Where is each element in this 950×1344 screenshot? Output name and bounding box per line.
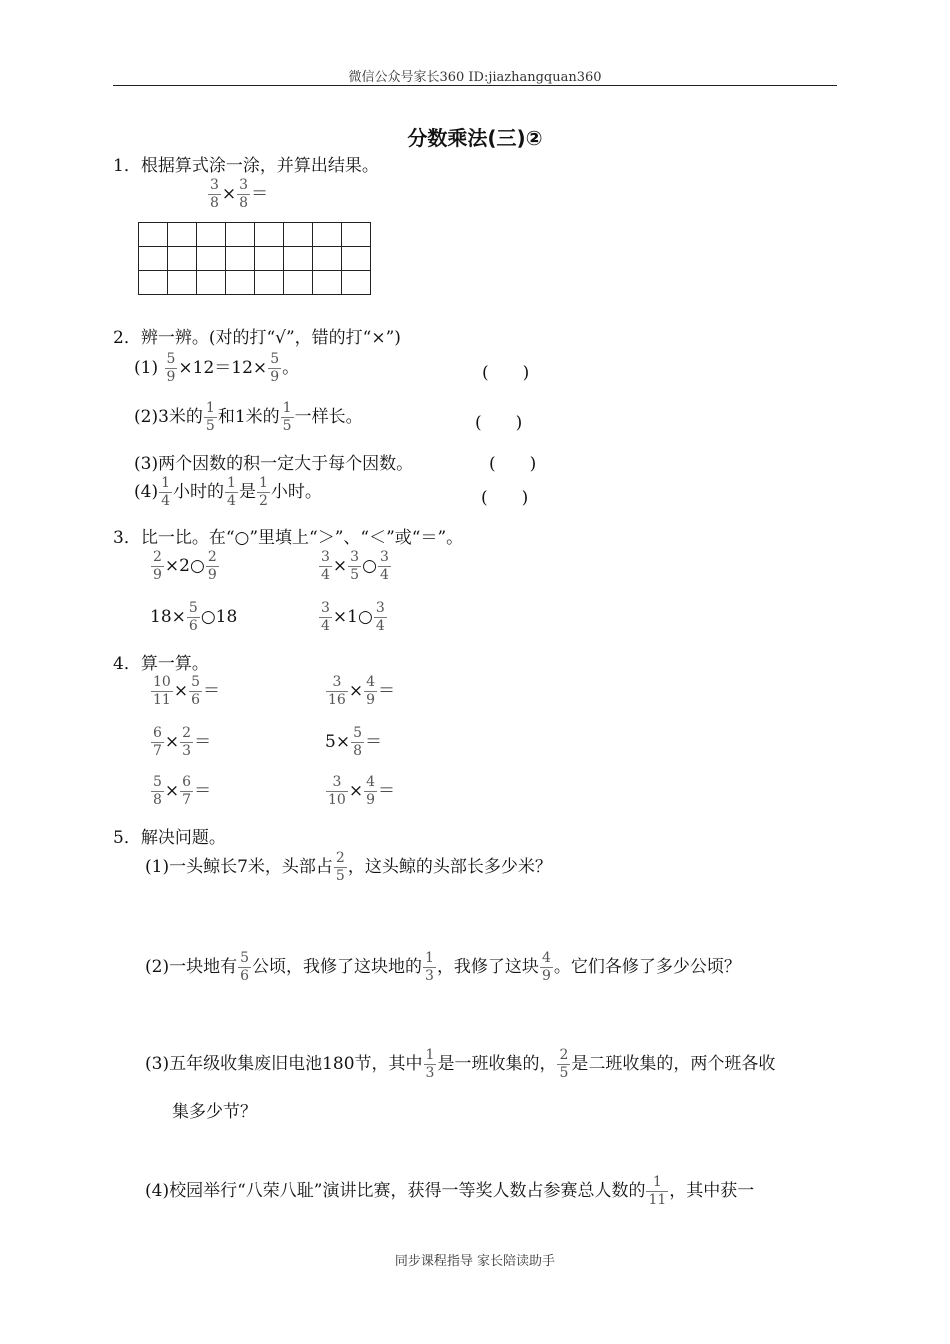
- q3-compare-1: $\frac{2}{9}$ ×2○ $\frac{2}{9}$: [153, 549, 217, 583]
- q5-problem-4: (4)校园举行“八荣八耻”演讲比赛，获得一等奖人数占参赛总人数的 $\frac{1}{11}$ ，其中获一: [145, 1174, 755, 1208]
- fraction: $\frac{1}{11}$: [648, 1174, 667, 1208]
- q4-problem-5: $\frac{5}{8}$ × $\frac{6}{7}$ ＝: [153, 774, 212, 808]
- q5-heading: 5．解决问题。: [113, 828, 226, 848]
- fraction: $\frac{3}{4}$: [321, 600, 330, 634]
- q3-heading: 3．比一比。在“○”里填上“＞”、“＜”或“＝”。: [113, 528, 464, 548]
- q4-problem-4: 5× $\frac{5}{8}$ ＝: [325, 725, 382, 759]
- fraction: $\frac{2}{9}$: [153, 549, 162, 583]
- grid-cell[interactable]: [255, 223, 284, 247]
- q2-item-4: (4) $\frac{1}{4}$ 小时的 $\frac{1}{4}$ 是 $\frac{1}{2}$ 小时。: [134, 475, 322, 509]
- q3-compare-3: 18× $\frac{5}{6}$ ○18: [150, 600, 238, 634]
- answer-paren[interactable]: ( ): [482, 363, 530, 383]
- fraction: $\frac{1}{3}$: [425, 1047, 435, 1081]
- answer-paren[interactable]: ( ): [481, 488, 529, 508]
- q4-problem-1: $\frac{10}{11}$ × $\frac{5}{6}$ ＝: [153, 674, 220, 708]
- fraction: $\frac{5}{8}$: [153, 774, 162, 808]
- fraction: $\frac{5}{9}$: [270, 351, 280, 385]
- grid-cell[interactable]: [139, 271, 168, 295]
- q5-problem-2: (2)一块地有 $\frac{5}{6}$ 公顷，我修了这块地的 $\frac{1}{3}$ ，我修了这块 $\frac{4}{9}$ 。它们各修了多少公顷？: [145, 950, 741, 984]
- fraction: $\frac{4}{9}$: [366, 774, 375, 808]
- q3-compare-4: $\frac{3}{4}$ ×1○ $\frac{3}{4}$: [321, 600, 385, 634]
- q2-heading: 2．辨一辨。(对的打“√”，错的打“×”): [113, 328, 401, 348]
- fraction: $\frac{1}{4}$: [161, 475, 171, 509]
- grid-cell[interactable]: [313, 271, 342, 295]
- q2-item-3: (3)两个因数的积一定大于每个因数。: [134, 454, 414, 474]
- fraction: $\frac{1}{5}$: [282, 400, 292, 434]
- q1-expression: $\frac{3}{8}$ × $\frac{3}{8}$ ＝: [210, 177, 269, 211]
- q5-problem-3-line2: 集多少节？: [172, 1102, 257, 1122]
- grid-row: [139, 271, 371, 295]
- grid-cell[interactable]: [226, 223, 255, 247]
- grid-cell[interactable]: [284, 271, 313, 295]
- fraction: $\frac{3}{8}$: [210, 177, 219, 211]
- page-footer: 同步课程指导 家长陪读助手: [394, 1254, 556, 1269]
- page-header: 微信公众号家长360 ID:jiazhangquan360: [348, 70, 602, 85]
- grid-cell[interactable]: [197, 223, 226, 247]
- q4-problem-2: $\frac{3}{16}$ × $\frac{4}{9}$ ＝: [328, 674, 395, 708]
- q4-heading: 4．算一算。: [113, 654, 209, 674]
- q5-problem-1: (1)一头鲸长7米，头部占 $\frac{2}{5}$ ，这头鲸的头部长多少米？: [145, 850, 552, 884]
- fraction: $\frac{3}{5}$: [350, 549, 360, 583]
- q3-compare-2: $\frac{3}{4}$ × $\frac{3}{5}$ ○ $\frac{3}{4}$: [321, 549, 389, 583]
- shading-grid[interactable]: [138, 222, 371, 295]
- fraction: $\frac{2}{5}$: [559, 1047, 569, 1081]
- grid-cell[interactable]: [255, 271, 284, 295]
- grid-cell[interactable]: [139, 247, 168, 271]
- grid-cell[interactable]: [313, 247, 342, 271]
- grid-cell[interactable]: [313, 223, 342, 247]
- grid-row: [139, 247, 371, 271]
- fraction: $\frac{5}{6}$: [188, 600, 198, 634]
- fraction: $\frac{5}{8}$: [353, 725, 362, 759]
- fraction: $\frac{3}{4}$: [379, 549, 389, 583]
- fraction: $\frac{2}{5}$: [335, 850, 345, 884]
- fraction: $\frac{5}{9}$: [166, 351, 176, 385]
- fraction: $\frac{4}{9}$: [541, 950, 551, 984]
- q4-problem-6: $\frac{3}{10}$ × $\frac{4}{9}$ ＝: [328, 774, 395, 808]
- grid-cell[interactable]: [342, 271, 371, 295]
- grid-cell[interactable]: [255, 247, 284, 271]
- grid-cell[interactable]: [139, 223, 168, 247]
- answer-paren[interactable]: ( ): [489, 454, 537, 474]
- fraction: $\frac{2}{3}$: [182, 725, 192, 759]
- fraction: $\frac{6}{7}$: [153, 725, 162, 759]
- grid-cell[interactable]: [168, 271, 197, 295]
- fraction: $\frac{1}{5}$: [205, 400, 215, 434]
- fraction: $\frac{6}{7}$: [182, 774, 192, 808]
- answer-paren[interactable]: ( ): [475, 413, 523, 433]
- q2-item-2: (2)3米的 $\frac{1}{5}$ 和1米的 $\frac{1}{5}$ 一样长。: [134, 400, 363, 434]
- grid-cell[interactable]: [226, 271, 255, 295]
- fraction: $\frac{5}{6}$: [191, 674, 200, 708]
- fraction: $\frac{2}{9}$: [207, 549, 217, 583]
- grid-cell[interactable]: [342, 247, 371, 271]
- fraction: $\frac{1}{4}$: [227, 475, 236, 509]
- fraction: $\frac{4}{9}$: [366, 674, 375, 708]
- fraction: $\frac{3}{4}$: [321, 549, 330, 583]
- q5-problem-3: (3)五年级收集废旧电池180节，其中 $\frac{1}{3}$ 是一班收集的， $\frac{2}{5}$ 是二班收集的，两个班各收: [145, 1047, 776, 1081]
- grid-cell[interactable]: [284, 223, 313, 247]
- grid-cell[interactable]: [342, 223, 371, 247]
- grid-cell[interactable]: [284, 247, 313, 271]
- fraction: $\frac{5}{6}$: [240, 950, 250, 984]
- grid-cell[interactable]: [197, 247, 226, 271]
- fraction: $\frac{10}{11}$: [153, 674, 171, 708]
- header-rule: [113, 85, 837, 86]
- q2-item-1: (1) $\frac{5}{9}$ ×12＝12× $\frac{5}{9}$ 。: [134, 351, 300, 385]
- q4-problem-3: $\frac{6}{7}$ × $\frac{2}{3}$ ＝: [153, 725, 212, 759]
- fraction: $\frac{1}{2}$: [258, 475, 268, 509]
- fraction: $\frac{3}{4}$: [375, 600, 385, 634]
- fraction: $\frac{3}{16}$: [328, 674, 346, 708]
- fraction: $\frac{3}{10}$: [328, 774, 346, 808]
- fraction: $\frac{3}{8}$: [239, 177, 249, 211]
- grid-row: [139, 223, 371, 247]
- grid-cell[interactable]: [226, 247, 255, 271]
- grid-cell[interactable]: [197, 271, 226, 295]
- page-title: 分数乘法(三)②: [407, 126, 543, 150]
- grid-cell[interactable]: [168, 247, 197, 271]
- fraction: $\frac{1}{3}$: [425, 950, 434, 984]
- grid-cell[interactable]: [168, 223, 197, 247]
- q1-heading: 1．根据算式涂一涂，并算出结果。: [113, 156, 379, 176]
